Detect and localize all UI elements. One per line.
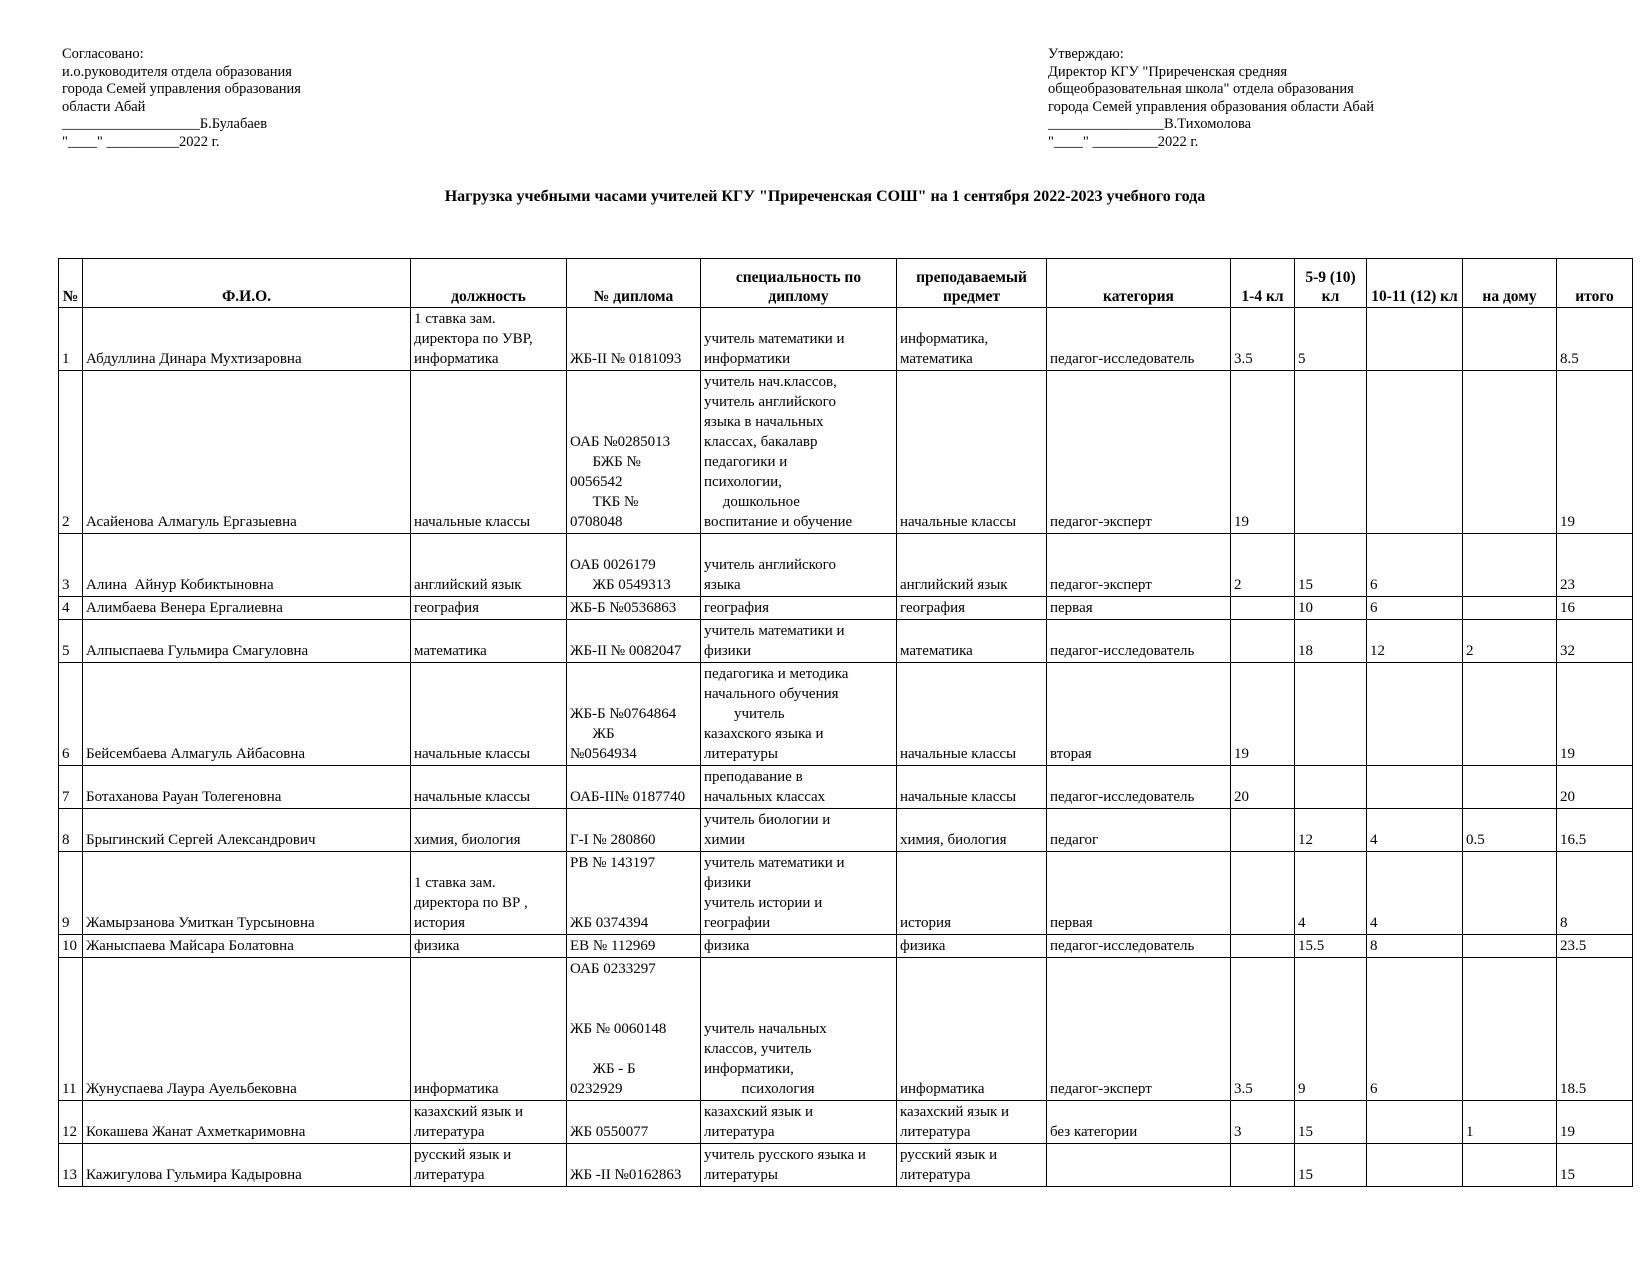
cell-diploma: ЖБ-Б №0764864 ЖБ №0564934 <box>567 663 701 766</box>
cell-home <box>1463 766 1557 809</box>
cell-category: педагог-эксперт <box>1047 534 1231 597</box>
cell-num: 3 <box>59 534 83 597</box>
approval-block-left: Согласовано: и.о.руководителя отдела образования города Семей управления образования области Абай ___________________Б.Булабаев "____" __________2022 г. <box>62 46 301 150</box>
cell-cl14 <box>1231 597 1295 620</box>
cell-subject: математика <box>897 620 1047 663</box>
cell-cl59: 9 <box>1295 958 1367 1101</box>
cell-position: математика <box>411 620 567 663</box>
cell-subject: история <box>897 852 1047 935</box>
cell-total: 8 <box>1557 852 1633 935</box>
cell-subject: казахский язык и литература <box>897 1101 1047 1144</box>
cell-diploma: ОАБ №0285013 БЖБ № 0056542 ТКБ № 0708048 <box>567 371 701 534</box>
cell-num: 7 <box>59 766 83 809</box>
cell-name: Брыгинский Сергей Александрович <box>83 809 411 852</box>
column-header-cl1011: 10-11 (12) кл <box>1367 259 1463 308</box>
cell-home <box>1463 958 1557 1101</box>
cell-cl14: 19 <box>1231 371 1295 534</box>
cell-total: 20 <box>1557 766 1633 809</box>
cell-cl14 <box>1231 620 1295 663</box>
cell-diploma: Г-I № 280860 <box>567 809 701 852</box>
cell-diploma: ОАБ-II№ 0187740 <box>567 766 701 809</box>
cell-cl59: 5 <box>1295 308 1367 371</box>
cell-home: 2 <box>1463 620 1557 663</box>
cell-home <box>1463 308 1557 371</box>
cell-num: 12 <box>59 1101 83 1144</box>
cell-total: 15 <box>1557 1144 1633 1187</box>
cell-category: первая <box>1047 597 1231 620</box>
cell-specialty: учитель математики и физики учитель истории и географии <box>701 852 897 935</box>
cell-position: 1 ставка зам. директора по ВР , история <box>411 852 567 935</box>
table-row <box>59 852 1633 935</box>
cell-cl14: 3 <box>1231 1101 1295 1144</box>
cell-specialty: педагогика и методика начального обучения учитель казахского языка и литературы <box>701 663 897 766</box>
cell-specialty: учитель математики и физики <box>701 620 897 663</box>
cell-num: 9 <box>59 852 83 935</box>
cell-category: педагог-исследователь <box>1047 308 1231 371</box>
cell-subject: информатика <box>897 958 1047 1101</box>
cell-subject: физика <box>897 935 1047 958</box>
cell-cl59: 15 <box>1295 1144 1367 1187</box>
cell-cl1011: 6 <box>1367 597 1463 620</box>
cell-cl14 <box>1231 809 1295 852</box>
cell-diploma: ЖБ-II № 0181093 <box>567 308 701 371</box>
cell-diploma: ЖБ-Б №0536863 <box>567 597 701 620</box>
column-header-diploma: № диплома <box>567 259 701 308</box>
cell-position: физика <box>411 935 567 958</box>
cell-diploma: ОАБ 0233297 ЖБ № 0060148 ЖБ - Б 0232929 <box>567 958 701 1101</box>
column-header-name: Ф.И.О. <box>83 259 411 308</box>
cell-cl14: 2 <box>1231 534 1295 597</box>
cell-cl1011: 12 <box>1367 620 1463 663</box>
cell-diploma: РВ № 143197 ЖБ 0374394 <box>567 852 701 935</box>
cell-home <box>1463 663 1557 766</box>
cell-category <box>1047 1144 1231 1187</box>
table-row <box>59 308 1633 371</box>
cell-subject: русский язык и литература <box>897 1144 1047 1187</box>
cell-cl1011 <box>1367 766 1463 809</box>
cell-cl1011 <box>1367 371 1463 534</box>
cell-cl1011 <box>1367 1101 1463 1144</box>
cell-diploma: ЖБ -II №0162863 <box>567 1144 701 1187</box>
cell-cl14 <box>1231 852 1295 935</box>
cell-name: Жамырзанова Умиткан Турсыновна <box>83 852 411 935</box>
cell-specialty: учитель начальных классов, учитель информатики, психология <box>701 958 897 1101</box>
cell-name: Жунуспаева Лаура Ауельбековна <box>83 958 411 1101</box>
cell-name: Алпыспаева Гульмира Смагуловна <box>83 620 411 663</box>
cell-specialty: учитель английского языка <box>701 534 897 597</box>
cell-cl14: 19 <box>1231 663 1295 766</box>
cell-num: 13 <box>59 1144 83 1187</box>
cell-num: 10 <box>59 935 83 958</box>
cell-cl59: 10 <box>1295 597 1367 620</box>
document-title: Нагрузка учебными часами учителей КГУ "Приреченская СОШ" на 1 сентября 2022-2023 учебного года <box>444 188 1206 205</box>
cell-home <box>1463 597 1557 620</box>
cell-home: 0.5 <box>1463 809 1557 852</box>
cell-position: химия, биология <box>411 809 567 852</box>
table-row <box>59 663 1633 766</box>
table-row <box>59 534 1633 597</box>
cell-name: Кокашева Жанат Ахметкаримовна <box>83 1101 411 1144</box>
table-body <box>59 308 1633 1187</box>
cell-cl14: 20 <box>1231 766 1295 809</box>
cell-position: английский язык <box>411 534 567 597</box>
cell-num: 8 <box>59 809 83 852</box>
cell-name: Ботаханова Рауан Толегеновна <box>83 766 411 809</box>
cell-diploma: ЕВ № 112969 <box>567 935 701 958</box>
cell-position: русский язык и литература <box>411 1144 567 1187</box>
cell-specialty: география <box>701 597 897 620</box>
cell-cl59: 12 <box>1295 809 1367 852</box>
cell-cl1011: 8 <box>1367 935 1463 958</box>
cell-category: без категории <box>1047 1101 1231 1144</box>
cell-category: педагог-исследователь <box>1047 766 1231 809</box>
cell-category: педагог-исследователь <box>1047 620 1231 663</box>
cell-total: 23 <box>1557 534 1633 597</box>
cell-cl59: 15 <box>1295 534 1367 597</box>
cell-position: начальные классы <box>411 663 567 766</box>
cell-subject: информатика, математика <box>897 308 1047 371</box>
cell-specialty: преподавание в начальных классах <box>701 766 897 809</box>
cell-category: педагог-эксперт <box>1047 958 1231 1101</box>
cell-name: Жаныспаева Майсара Болатовна <box>83 935 411 958</box>
cell-home <box>1463 371 1557 534</box>
cell-cl59: 15 <box>1295 1101 1367 1144</box>
cell-diploma: ЖБ 0550077 <box>567 1101 701 1144</box>
cell-position: начальные классы <box>411 371 567 534</box>
cell-num: 4 <box>59 597 83 620</box>
cell-home: 1 <box>1463 1101 1557 1144</box>
cell-name: Алина Айнур Кобиктыновна <box>83 534 411 597</box>
cell-category: педагог <box>1047 809 1231 852</box>
cell-specialty: учитель биологии и химии <box>701 809 897 852</box>
table-row <box>59 597 1633 620</box>
cell-name: Абдуллина Динара Мухтизаровна <box>83 308 411 371</box>
table-row <box>59 766 1633 809</box>
cell-num: 1 <box>59 308 83 371</box>
teacher-load-table <box>58 258 1633 1187</box>
cell-total: 16.5 <box>1557 809 1633 852</box>
cell-subject: начальные классы <box>897 766 1047 809</box>
cell-subject: начальные классы <box>897 663 1047 766</box>
cell-cl1011: 6 <box>1367 534 1463 597</box>
cell-category: педагог-исследователь <box>1047 935 1231 958</box>
column-header-cl14: 1-4 кл <box>1231 259 1295 308</box>
cell-cl1011 <box>1367 663 1463 766</box>
cell-cl14: 3.5 <box>1231 308 1295 371</box>
cell-specialty: физика <box>701 935 897 958</box>
table-header-row <box>59 259 1633 308</box>
table-header <box>59 259 1633 308</box>
cell-specialty: учитель нач.классов, учитель английского языка в начальных классах, бакалавр педагогики и психологии, дошкольное воспитание и обучение <box>701 371 897 534</box>
cell-category: педагог-эксперт <box>1047 371 1231 534</box>
cell-num: 6 <box>59 663 83 766</box>
cell-total: 19 <box>1557 1101 1633 1144</box>
cell-specialty: учитель русского языка и литературы <box>701 1144 897 1187</box>
column-header-category: категория <box>1047 259 1231 308</box>
cell-home <box>1463 935 1557 958</box>
table-row <box>59 620 1633 663</box>
column-header-num: № <box>59 259 83 308</box>
table-row <box>59 809 1633 852</box>
cell-total: 32 <box>1557 620 1633 663</box>
cell-diploma: ЖБ-II № 0082047 <box>567 620 701 663</box>
cell-cl59 <box>1295 663 1367 766</box>
cell-name: Алимбаева Венера Ергалиевна <box>83 597 411 620</box>
cell-diploma: ОАБ 0026179 ЖБ 0549313 <box>567 534 701 597</box>
table-row <box>59 371 1633 534</box>
column-header-cl59: 5-9 (10) кл <box>1295 259 1367 308</box>
cell-total: 18.5 <box>1557 958 1633 1101</box>
cell-home <box>1463 1144 1557 1187</box>
cell-total: 16 <box>1557 597 1633 620</box>
cell-category: вторая <box>1047 663 1231 766</box>
cell-total: 19 <box>1557 663 1633 766</box>
column-header-position: должность <box>411 259 567 308</box>
cell-name: Кажигулова Гульмира Кадыровна <box>83 1144 411 1187</box>
cell-cl14 <box>1231 935 1295 958</box>
column-header-specialty: специальность по диплому <box>701 259 897 308</box>
cell-subject: химия, биология <box>897 809 1047 852</box>
cell-cl59: 4 <box>1295 852 1367 935</box>
cell-position: география <box>411 597 567 620</box>
cell-cl1011: 4 <box>1367 852 1463 935</box>
column-header-total: итого <box>1557 259 1633 308</box>
cell-subject: география <box>897 597 1047 620</box>
cell-specialty: учитель математики и информатики <box>701 308 897 371</box>
cell-num: 5 <box>59 620 83 663</box>
cell-cl1011: 6 <box>1367 958 1463 1101</box>
cell-position: информатика <box>411 958 567 1101</box>
cell-cl1011 <box>1367 308 1463 371</box>
cell-cl14 <box>1231 1144 1295 1187</box>
cell-subject: начальные классы <box>897 371 1047 534</box>
cell-total: 23.5 <box>1557 935 1633 958</box>
cell-position: 1 ставка зам. директора по УВР, информатика <box>411 308 567 371</box>
cell-total: 19 <box>1557 371 1633 534</box>
cell-home <box>1463 852 1557 935</box>
cell-num: 2 <box>59 371 83 534</box>
cell-cl59: 18 <box>1295 620 1367 663</box>
approval-block-right: Утверждаю: Директор КГУ "Приреченская средняя общеобразовательная школа" отдела образования города Семей управления образования области Абай ________________В.Тихомолова "____" _________2022 г. <box>1048 46 1374 150</box>
cell-name: Бейсембаева Алмагуль Айбасовна <box>83 663 411 766</box>
cell-position: казахский язык и литература <box>411 1101 567 1144</box>
cell-cl59 <box>1295 766 1367 809</box>
table-row <box>59 958 1633 1101</box>
cell-subject: английский язык <box>897 534 1047 597</box>
cell-cl59 <box>1295 371 1367 534</box>
table-row <box>59 1101 1633 1144</box>
cell-cl1011: 4 <box>1367 809 1463 852</box>
cell-home <box>1463 534 1557 597</box>
table-row <box>59 1144 1633 1187</box>
column-header-subject: преподаваемый предмет <box>897 259 1047 308</box>
cell-num: 11 <box>59 958 83 1101</box>
cell-cl59: 15.5 <box>1295 935 1367 958</box>
cell-cl1011 <box>1367 1144 1463 1187</box>
cell-category: первая <box>1047 852 1231 935</box>
cell-position: начальные классы <box>411 766 567 809</box>
column-header-home: на дому <box>1463 259 1557 308</box>
cell-cl14: 3.5 <box>1231 958 1295 1101</box>
cell-specialty: казахский язык и литература <box>701 1101 897 1144</box>
table-row <box>59 935 1633 958</box>
cell-total: 8.5 <box>1557 308 1633 371</box>
cell-name: Асайенова Алмагуль Ергазыевна <box>83 371 411 534</box>
